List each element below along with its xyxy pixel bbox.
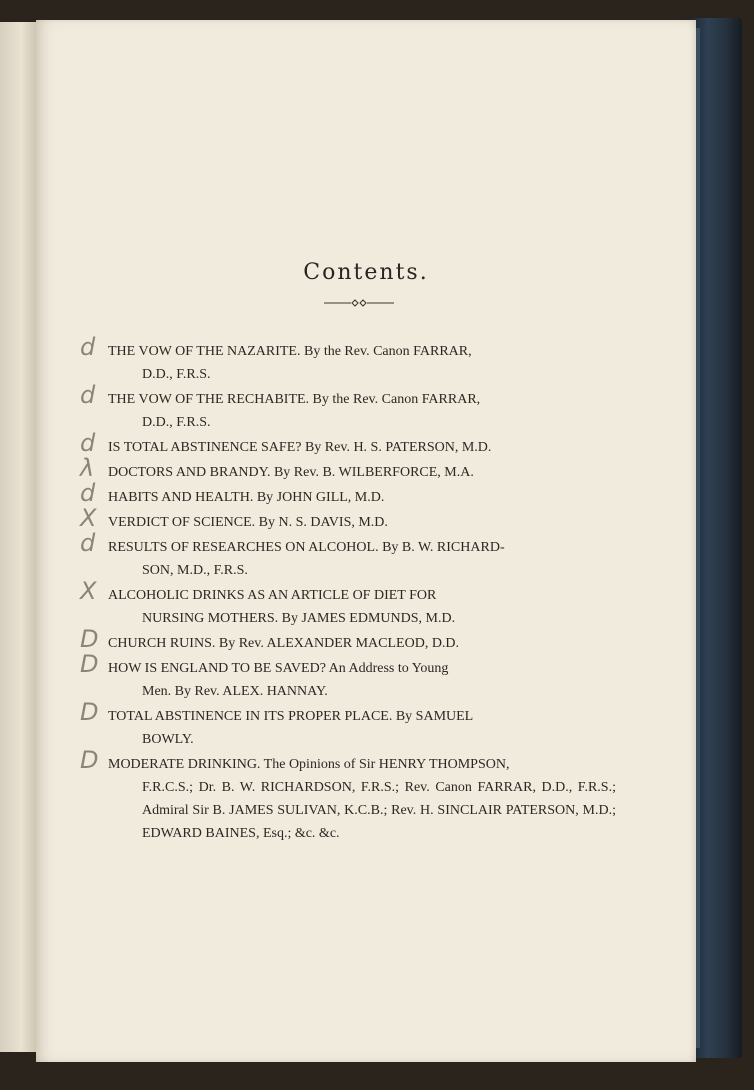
list-item [80, 381, 616, 434]
handwritten-mark: D [80, 746, 99, 774]
list-item [80, 333, 616, 386]
handwritten-mark: d [80, 381, 96, 409]
list-item [80, 698, 616, 751]
list-item [80, 746, 616, 845]
page-title: Contents. [303, 260, 429, 285]
handwritten-mark: X [80, 577, 97, 605]
entry-line-cont: D.D., F.R.S. [142, 367, 211, 382]
entry-line: ALCOHOLIC DRINKS AS AN ARTICLE OF DIET FOR [108, 588, 437, 603]
facing-page-edge [0, 22, 36, 1052]
entry-line: RESULTS OF RESEARCHES ON ALCOHOL. By B. W. RICHARD- [108, 540, 505, 555]
entry-line: DOCTORS AND BRANDY. By Rev. B. WILBERFORCE, M.A. [108, 465, 474, 480]
ornament-divider [324, 298, 394, 308]
handwritten-mark: d [80, 429, 96, 457]
entry-line: VERDICT OF SCIENCE. By N. S. DAVIS, M.D. [108, 515, 388, 530]
book-page [36, 20, 696, 1062]
entry-line-cont: SON, M.D., F.R.S. [142, 563, 248, 578]
handwritten-mark: D [80, 650, 99, 678]
entry-line-cont: F.R.C.S.; Dr. B. W. RICHARDSON, F.R.S.; Rev. Canon FARRAR, D.D., F.R.S.; Admiral Sir B. JAMES SULIVAN, K.C.B.; Rev. H. SINCLAIR PATERSON, M.D.; EDWARD BAINES, Esq.; &c. &c. [142, 780, 616, 841]
list-item [80, 504, 616, 534]
handwritten-mark: d [80, 333, 96, 361]
handwritten-mark: X [80, 504, 97, 532]
entry-line: THE VOW OF THE RECHABITE. By the Rev. Canon FARRAR, [108, 392, 481, 407]
entry-line: CHURCH RUINS. By Rev. ALEXANDER MACLEOD, D.D. [108, 636, 460, 651]
entry-line: IS TOTAL ABSTINENCE SAFE? By Rev. H. S. PATERSON, M.D. [108, 440, 492, 455]
list-item [80, 577, 616, 630]
entry-line-cont: NURSING MOTHERS. By JAMES EDMUNDS, M.D. [142, 611, 456, 626]
entry-line-cont: BOWLY. [142, 732, 194, 747]
list-item [80, 529, 616, 582]
list-item [80, 454, 616, 484]
entry-line-cont: D.D., F.R.S. [142, 415, 211, 430]
entry-line-cont: Men. By Rev. ALEX. HANNAY. [142, 684, 328, 699]
list-item [80, 429, 616, 459]
entry-line: HABITS AND HEALTH. By JOHN GILL, M.D. [108, 490, 385, 505]
handwritten-mark: D [80, 698, 99, 726]
entry-line: MODERATE DRINKING. The Opinions of Sir HENRY THOMPSON, [108, 757, 510, 772]
entry-line: THE VOW OF THE NAZARITE. By the Rev. Canon FARRAR, [108, 344, 472, 359]
contents-list [80, 333, 616, 847]
entry-line: HOW IS ENGLAND TO BE SAVED? An Address to Young [108, 661, 449, 676]
handwritten-mark: d [80, 529, 96, 557]
handwritten-mark: λ [80, 454, 95, 482]
entry-line: TOTAL ABSTINENCE IN ITS PROPER PLACE. By SAMUEL [108, 709, 474, 724]
handwritten-mark: d [80, 479, 96, 507]
list-item [80, 479, 616, 509]
book-cover-edge [690, 18, 742, 1058]
list-item [80, 625, 616, 655]
list-item [80, 650, 616, 703]
handwritten-mark: D [80, 625, 99, 653]
